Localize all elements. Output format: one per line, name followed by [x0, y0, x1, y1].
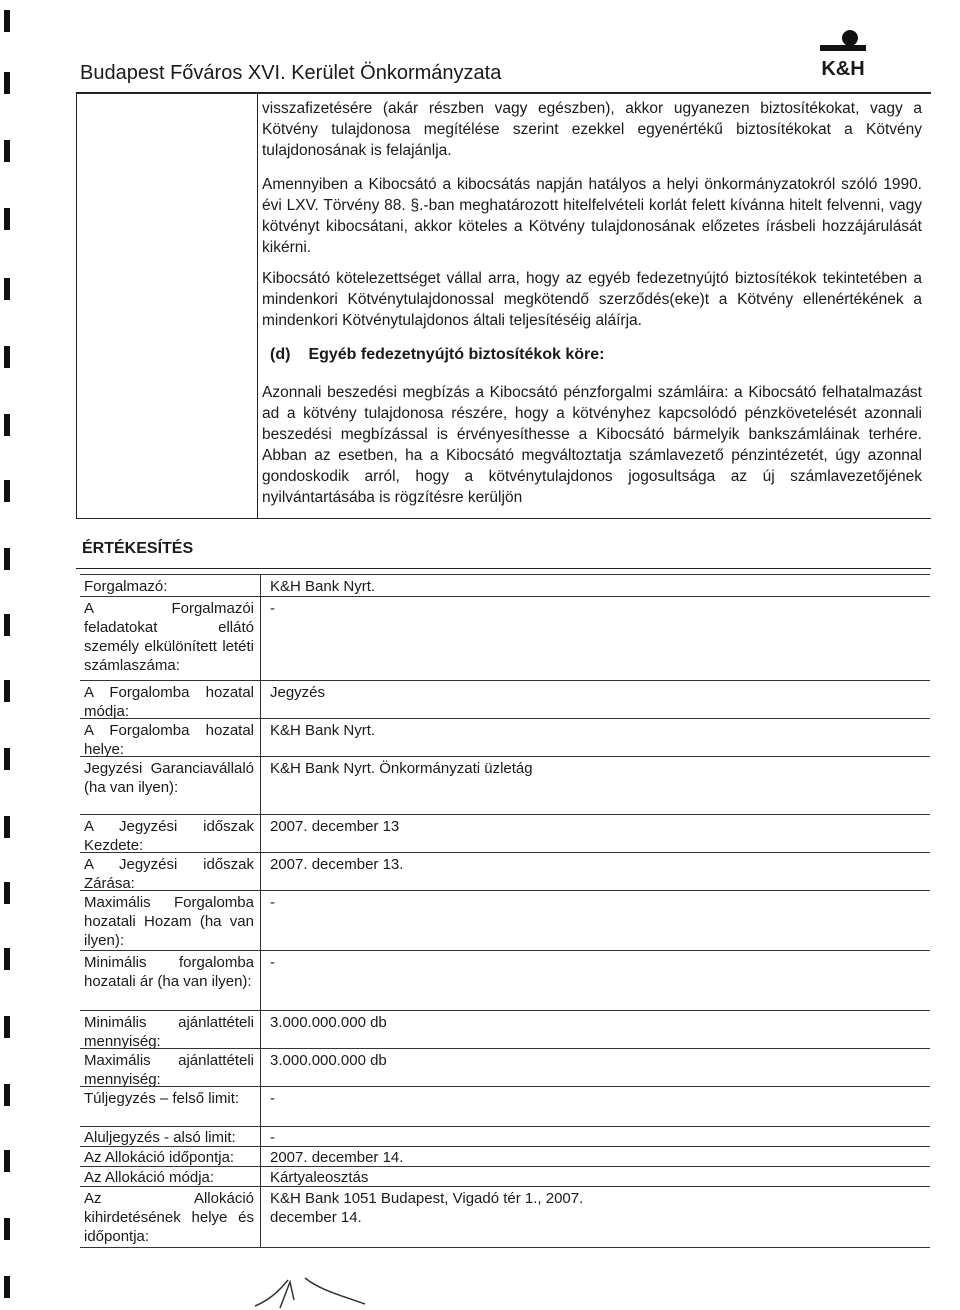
- table-column-separator: [260, 574, 261, 1247]
- row-label: Az Allokáció módja:: [84, 1169, 215, 1186]
- logo-text: K&H: [821, 58, 865, 80]
- row-value: 3.000.000.000 db: [270, 1052, 387, 1069]
- table-row: [80, 814, 930, 853]
- row-value: 2007. december 14.: [270, 1149, 404, 1166]
- row-value: K&H Bank 1051 Budapest, Vigadó tér 1., 2007. december 14.: [270, 1190, 584, 1226]
- table-row: [80, 596, 930, 681]
- row-value: 3.000.000.000 db: [270, 1014, 387, 1031]
- margin-mark: [4, 1016, 10, 1038]
- margin-mark: [4, 680, 10, 702]
- row-label: A Forgalomba hozatal módja:: [84, 684, 254, 720]
- row-label: A Jegyzési időszak Kezdete:: [84, 818, 254, 854]
- row-label: Minimális ajánlattételi mennyiség:: [84, 1014, 254, 1050]
- margin-mark: [4, 72, 10, 94]
- table-row: [80, 950, 930, 1011]
- row-label: Maximális Forgalomba hozatali Hozam (ha van ilyen):: [84, 894, 254, 949]
- margin-mark: [4, 548, 10, 570]
- table-row: [80, 890, 930, 951]
- row-label: Túljegyzés – felső limit:: [84, 1090, 240, 1107]
- margin-mark: [4, 948, 10, 970]
- margin-mark: [4, 816, 10, 838]
- margin-mark: [4, 1150, 10, 1172]
- row-value: K&H Bank Nyrt.: [270, 578, 376, 595]
- margin-mark: [4, 278, 10, 300]
- table-row: [80, 1186, 930, 1248]
- row-value: Jegyzés: [270, 684, 326, 701]
- table-row: [80, 574, 930, 597]
- margin-mark: [4, 414, 10, 436]
- row-label: A Forgalmazói feladatokat ellátó személy elkülönített letéti számlaszáma:: [84, 600, 254, 674]
- table-row: [80, 852, 930, 891]
- table-row: [80, 680, 930, 719]
- row-value: -: [270, 894, 275, 911]
- row-label: A Forgalomba hozatal helye:: [84, 722, 254, 758]
- margin-mark: [4, 614, 10, 636]
- row-value: -: [270, 600, 275, 617]
- table-row: [80, 1146, 930, 1167]
- subsection-letter: (d): [270, 346, 291, 363]
- table-row: [80, 1086, 930, 1127]
- paragraph-3: Kibocsátó kötelezettséget vállal arra, hogy az egyéb fedezetnyújtó biztosítékok tekintetében a mindenkori Kötvénytulajdonossal megkötendő szerződés(eke)t a Kötvény ellenértékének a mindenkori Kötvénytulajdonos általi teljesítéséig aláírja.: [262, 270, 922, 329]
- signature-mark: [250, 1270, 370, 1310]
- row-label: Az Allokáció kihirdetésének helye és időpontja:: [84, 1190, 254, 1245]
- row-label: Az Allokáció időpontja:: [84, 1149, 235, 1166]
- table-row: [80, 756, 930, 815]
- margin-mark: [4, 208, 10, 230]
- subsection-title: Egyéb fedezetnyújtó biztosítékok köre:: [308, 346, 605, 363]
- margin-mark: [4, 882, 10, 904]
- table-row: [80, 718, 930, 757]
- margin-mark: [4, 748, 10, 770]
- row-label: Forgalmazó:: [84, 578, 168, 595]
- left-border: [76, 94, 77, 518]
- margin-mark: [4, 346, 10, 368]
- row-value: -: [270, 1129, 275, 1146]
- table-row: [80, 1126, 930, 1147]
- section-rule: [76, 568, 931, 569]
- row-label: Aluljegyzés - alsó limit:: [84, 1129, 236, 1146]
- section-title: ÉRTÉKESÍTÉS: [82, 540, 194, 557]
- row-value: 2007. december 13.: [270, 856, 404, 873]
- table-row: [80, 1010, 930, 1049]
- section-divider: [76, 518, 931, 519]
- row-label: Jegyzési Garanciavállaló (ha van ilyen):: [84, 760, 254, 796]
- column-border: [257, 94, 258, 518]
- row-value: Kártyaleosztás: [270, 1169, 369, 1186]
- margin-mark: [4, 1218, 10, 1240]
- margin-marks: [0, 0, 14, 1307]
- margin-mark: [4, 10, 10, 32]
- margin-mark: [4, 1084, 10, 1106]
- paragraph-d: Azonnali beszedési megbízás a Kibocsátó pénzforgalmi számláira: a Kibocsátó felhatalmazást ad a kötvény tulajdonosa részére, hogy a kötvényhez kapcsolódó pénzkövetelését azonnali beszedési megbízással is érvényesíthesse a Kibocsátó bármelyik bankszámláinak terhére. Abban az esetben, ha a Kibocsátó megváltoztatja számlavezető pénzintézetét, úgy azonnal gondoskodik arról, hogy a kötvénytulajdonos jogosultsága az új számlavezetőjének nyilvántartásába is rögzítésre kerüljön: [262, 384, 922, 506]
- row-label: A Jegyzési időszak Zárása:: [84, 856, 254, 892]
- subsection-heading: [270, 346, 623, 364]
- row-value: 2007. december 13: [270, 818, 400, 835]
- table-row: [80, 1048, 930, 1087]
- page-header-title: Budapest Főváros XVI. Kerület Önkormányzata: [80, 62, 502, 84]
- margin-mark: [4, 140, 10, 162]
- logo-dot-icon: [842, 30, 858, 46]
- row-value: -: [270, 954, 275, 971]
- margin-mark: [4, 480, 10, 502]
- logo-bar-icon: [820, 45, 866, 51]
- row-value: K&H Bank Nyrt.: [270, 722, 376, 739]
- kh-logo: [812, 28, 874, 84]
- row-value: K&H Bank Nyrt. Önkormányzati üzletág: [270, 760, 533, 777]
- header-rule: [76, 92, 931, 94]
- paragraph-1: visszafizetésére (akár részben vagy egészben), akkor ugyanezen biztosítékokat, vagy a Kötvény tulajdonosa megítélése szerint ezekkel egyenértékű biztosítékokat a Kötvény tulajdonosának is felajánlja.: [262, 100, 922, 159]
- margin-mark: [4, 1276, 10, 1298]
- row-label: Maximális ajánlattételi mennyiség:: [84, 1052, 254, 1088]
- paragraph-2: Amennyiben a Kibocsátó a kibocsátás napján hatályos a helyi önkormányzatokról szóló 1990. évi LXV. Törvény 88. §.-ban meghatározott hitelfelvételi korlát felett kívánna hitelt felvenni, vagy kötvényt kibocsátani, akkor köteles a Kötvény tulajdonosának előzetes írásbeli hozzájárulását kikérni.: [262, 176, 922, 256]
- row-value: -: [270, 1090, 275, 1107]
- row-label: Minimális forgalomba hozatali ár (ha van ilyen):: [84, 954, 254, 990]
- table-row: [80, 1166, 930, 1187]
